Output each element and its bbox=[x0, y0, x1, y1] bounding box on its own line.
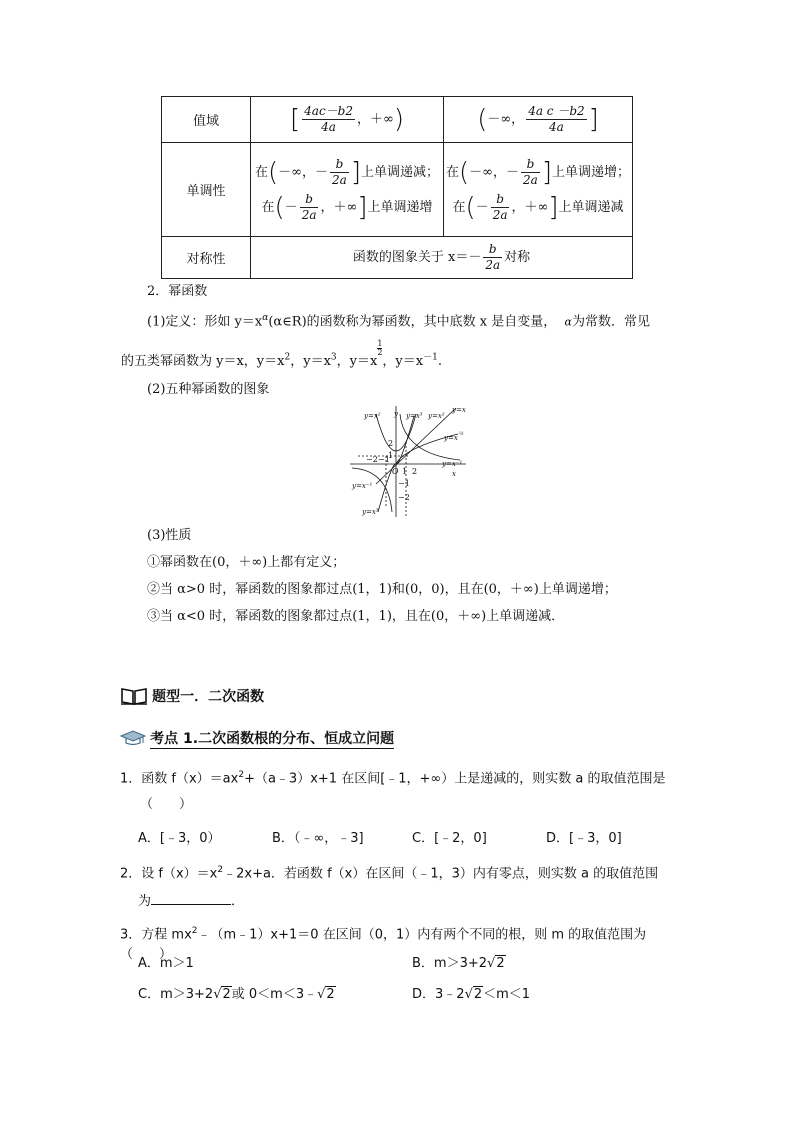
question-2-blank-line: 为 ． bbox=[138, 890, 244, 912]
graduation-cap-icon bbox=[120, 729, 146, 747]
label-y-inverse: y=x⁻¹ bbox=[442, 460, 463, 468]
label-y-x2-b: y=x² bbox=[428, 412, 445, 420]
five-types-line: 的五类幂函数为 y＝x，$y=x^2$，$y=x^3$，y＝x $\frac{1}{2}$ ，$y=x^{-1}$. bbox=[121, 339, 442, 369]
tick-y-1: 1 bbox=[388, 451, 394, 460]
property-1: ①幂函数在(0，＋∞)上都有定义； bbox=[147, 555, 346, 570]
q1-option-c: C．[﹣2，0] bbox=[412, 831, 487, 846]
q1-option-a: A．[﹣3，0） bbox=[138, 831, 221, 846]
mono-right-line1: 在(－∞，－ $\frac{b}{2a}$ ]上单调递增； bbox=[446, 156, 630, 187]
tick-x-2: 2 bbox=[412, 467, 418, 476]
tick-x-neg2: −2 bbox=[366, 455, 378, 464]
monotonic-cell-right bbox=[444, 143, 633, 237]
q3-option-c: C．m＞3+2√2或 0＜m＜3﹣√2 bbox=[138, 987, 335, 1002]
question-3: 3．方程 $mx^2﹣(m﹣1)x+1=0$ 在区间（0，1）内有两个不同的根，则 m 的取值范围为（ ） bbox=[120, 926, 647, 963]
q3-option-a: A．m＞1 bbox=[138, 956, 194, 971]
label-y-x2: y=x² bbox=[364, 412, 381, 420]
q3-option-d: D．3﹣2√2＜m＜1 bbox=[412, 987, 531, 1002]
tick-y-neg2: −2 bbox=[398, 493, 410, 502]
type-heading-text: 题型一．二次函数 bbox=[152, 689, 265, 705]
kaodian-heading bbox=[120, 728, 394, 748]
monotonic-label: 单调性 bbox=[162, 143, 251, 237]
mono-right-line2: 在(－ $\frac{b}{2a}$ ，＋∞]上单调递减 bbox=[452, 191, 624, 222]
label-y-sqrt-sup: ½ bbox=[459, 431, 464, 437]
tick-y-neg1: −1 bbox=[398, 479, 410, 488]
question-1: 1．函数 $f(x)=ax^2+(a﹣3)x+1$ 在区间[﹣1，+∞）上是递减的，则实数 a 的取值范围是 bbox=[120, 770, 666, 787]
tick-y-2: 2 bbox=[388, 439, 394, 448]
graphs-title: (2)五种幂函数的图象 bbox=[147, 382, 270, 397]
label-y-x3-top: y=x³ bbox=[406, 412, 423, 420]
mono-left-line2: 在(－ $\frac{b}{2a}$ ，＋∞]上单调递增 bbox=[261, 191, 433, 222]
label-y-x: y=x bbox=[452, 406, 466, 414]
quadratic-properties-table bbox=[161, 96, 633, 279]
mono-left-line1: 在(－∞，－ $\frac{b}{2a}$ ]上单调递减； bbox=[255, 156, 439, 187]
q1-option-d: D．[﹣3，0] bbox=[546, 831, 622, 846]
question-2: 2．设 $f(x)=x^2﹣2x+a$．若函数 f（x）在区间（﹣1，3）内有零点，则实数 a 的取值范围 bbox=[120, 865, 659, 882]
definition-line: (1)定义：形如 $y=x^\alpha(\alpha\in R)$的函数称为幂函数，其中底数 x 是自变量， α为常数．常见 bbox=[147, 313, 650, 330]
range-cell-left: [ $\frac{4ac-b2}{4a}$ ，＋∞) bbox=[251, 97, 444, 143]
q1-option-b: B．（﹣∞，﹣3] bbox=[272, 831, 364, 846]
label-y-x3-bottom: y=x³ bbox=[362, 508, 379, 516]
property-3: ③当 α<0 时，幂函数的图象都过点(1，1)，且在(0，＋∞)上单调递减． bbox=[147, 609, 565, 624]
properties-title: (3)性质 bbox=[147, 528, 192, 543]
q3-option-b: B．m＞3+2√2 bbox=[412, 956, 505, 971]
section-title-power: 2．幂函数 bbox=[147, 284, 208, 299]
book-icon bbox=[120, 686, 148, 706]
question-1-paren: （ ） bbox=[140, 797, 193, 812]
range-label: 值域 bbox=[162, 97, 251, 143]
property-2: ②当 α>0 时，幂函数的图象都过点(1，1)和(0，0)，且在(0，＋∞)上单调递增； bbox=[147, 582, 617, 597]
power-functions-graph bbox=[348, 402, 474, 520]
symmetry-cell: 函数的图象关于 x＝－ $\frac{b}{2a}$ 对称 bbox=[251, 237, 633, 279]
answer-blank[interactable] bbox=[151, 890, 231, 905]
tick-x-1: 1 bbox=[402, 467, 408, 476]
label-y-inverse-left: y=x⁻¹ bbox=[352, 482, 373, 490]
symmetry-label: 对称性 bbox=[162, 237, 251, 279]
label-y-sqrt: y=x bbox=[444, 434, 458, 442]
label-y-axis: y bbox=[394, 410, 398, 418]
type-heading bbox=[120, 686, 264, 708]
tick-x-neg1: −1 bbox=[378, 455, 390, 464]
origin-label: O bbox=[392, 467, 399, 476]
label-x-axis: x bbox=[452, 470, 456, 478]
monotonic-cell-left bbox=[251, 143, 444, 237]
kaodian-text: 考点 1.二次函数根的分布、恒成立问题 bbox=[150, 731, 395, 747]
range-cell-right: (－∞， $\frac{\text{4a c －b2}}{4a}$ ] bbox=[444, 97, 633, 143]
